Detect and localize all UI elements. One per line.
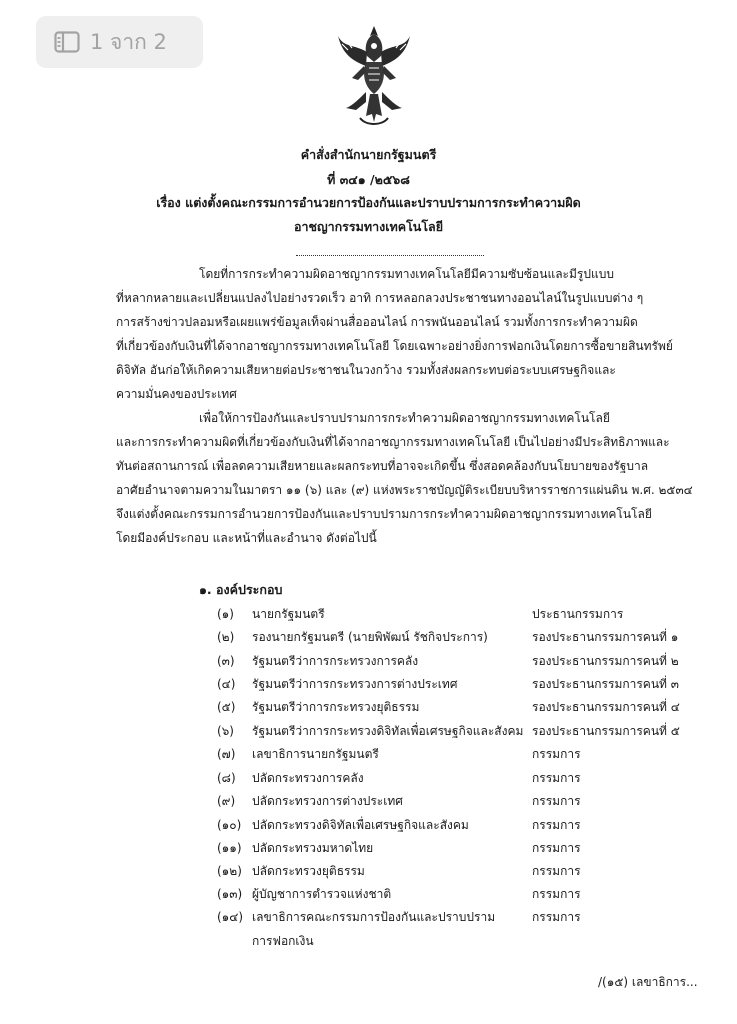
body-line: ที่เกี่ยวข้องกับเงินที่ได้จากอาชญากรรมทางเทคโนโลยี โดยเฉพาะอย่างยิ่งการฟอกเงินโดยการซื้อขายสินทรัพย์ [116, 339, 673, 353]
continuation-note: /(๑๕) เลขาธิการ... [598, 975, 698, 989]
member-name: เลขาธิการนายกรัฐมนตรี [252, 747, 379, 761]
member-name-continuation: การฟอกเงิน [252, 934, 314, 948]
member-role: รองประธานกรรมการคนที่ ๕ [532, 724, 680, 738]
member-role: รองประธานกรรมการคนที่ ๑ [532, 630, 679, 644]
member-name: ปลัดกระทรวงการต่างประเทศ [252, 794, 403, 808]
body-line: จึงแต่งตั้งคณะกรรมการอำนวยการป้องกันและปราบปรามการกระทำความผิดอาชญากรรมทางเทคโนโลยี [116, 507, 652, 521]
member-role: รองประธานกรรมการคนที่ ๒ [532, 654, 679, 668]
member-role: รองประธานกรรมการคนที่ ๔ [532, 700, 680, 714]
body-line: ความมั่นคงของประเทศ [116, 387, 237, 401]
member-role: กรรมการ [532, 910, 581, 924]
member-role: รองประธานกรรมการคนที่ ๓ [532, 677, 679, 691]
body-line: ที่หลากหลายและเปลี่ยนแปลงไปอย่างรวดเร็ว อาทิ การหลอกลวงประชาชนทางออนไลน์ในรูปแบบต่าง ๆ [116, 291, 644, 305]
member-number: (๓) [217, 654, 235, 668]
body-line: ดิจิทัล อันก่อให้เกิดความเสียหายต่อประชาชนในวงกว้าง รวมทั้งส่งผลกระทบต่อระบบเศรษฐกิจและ [116, 363, 616, 377]
subject-line-1: เรื่อง แต่งตั้งคณะกรรมการอำนวยการป้องกันและปราบปรามการกระทำความผิด [156, 195, 581, 210]
order-number: ที่ ๓๔๑ /๒๕๖๘ [327, 172, 410, 187]
member-role: กรรมการ [532, 794, 581, 808]
body-line: การสร้างข่าวปลอมหรือเผยแพร่ข้อมูลเท็จผ่านสื่อออนไลน์ การพนันออนไลน์ รวมทั้งการกระทำความผิด [116, 315, 638, 329]
garuda-emblem-icon [336, 22, 412, 128]
page-indicator-text: 1 จาก 2 [90, 29, 167, 54]
body-line: อาศัยอำนาจตามความในมาตรา ๑๑ (๖) และ (๙) แห่งพระราชบัญญัติระเบียบบริหารราชการแผ่นดิน พ.ศ. ๒๕๓๔ [116, 483, 693, 497]
member-number: (๒) [217, 630, 235, 644]
member-role: กรรมการ [532, 841, 581, 855]
page-indicator[interactable] [36, 16, 203, 68]
member-name: ผู้บัญชาการตำรวจแห่งชาติ [252, 887, 392, 901]
body-line: เพื่อให้การป้องกันและปราบปรามการกระทำความผิดอาชญากรรมทางเทคโนโลยี [199, 411, 610, 425]
member-number: (๖) [217, 724, 234, 738]
member-number: (๗) [217, 747, 236, 761]
body-line: และการกระทำความผิดที่เกี่ยวข้องกับเงินที่ได้จากอาชญากรรมทางเทคโนโลยี เป็นไปอย่างมีประสิทธิภาพและ [116, 435, 670, 449]
member-name: รองนายกรัฐมนตรี (นายพิพัฒน์ รัชกิจประการ) [252, 630, 488, 644]
member-role: กรรมการ [532, 887, 581, 901]
section-title: ๑. องค์ประกอบ [199, 582, 283, 597]
member-number: (๑๔) [217, 910, 244, 924]
member-name: รัฐมนตรีว่าการกระทรวงยุติธรรม [252, 700, 420, 714]
document-heading: คำสั่งสำนักนายกรัฐมนตรี [300, 147, 437, 162]
sidebar-panel-icon [54, 31, 80, 53]
member-name: ปลัดกระทรวงยุติธรรม [252, 864, 365, 878]
member-role: กรรมการ [532, 747, 581, 761]
member-name: เลขาธิการคณะกรรมการป้องกันและปราบปราม [252, 910, 496, 924]
member-number: (๑) [217, 607, 234, 621]
separator [296, 255, 484, 256]
member-name: รัฐมนตรีว่าการกระทรวงการต่างประเทศ [252, 677, 458, 691]
member-number: (๙) [217, 794, 236, 808]
member-role: กรรมการ [532, 818, 581, 832]
member-name: รัฐมนตรีว่าการกระทรวงการคลัง [252, 654, 419, 668]
member-number: (๑๓) [217, 887, 243, 901]
member-number: (๔) [217, 677, 236, 691]
subject-line-2: อาชญากรรมทางเทคโนโลยี [293, 219, 444, 234]
member-number: (๘) [217, 771, 236, 785]
member-role: ประธานกรรมการ [532, 607, 624, 621]
member-name: ปลัดกระทรวงมหาดไทย [252, 841, 374, 855]
member-name: นายกรัฐมนตรี [252, 607, 325, 621]
body-line: โดยที่การกระทำความผิดอาชญากรรมทางเทคโนโลยีมีความซับซ้อนและมีรูปแบบ [199, 267, 614, 281]
member-number: (๕) [217, 700, 236, 714]
member-name: รัฐมนตรีว่าการกระทรวงดิจิทัลเพื่อเศรษฐกิจและสังคม [252, 724, 524, 738]
member-number: (๑๐) [217, 818, 242, 832]
member-number: (๑๒) [217, 864, 242, 878]
member-role: กรรมการ [532, 771, 581, 785]
member-name: ปลัดกระทรวงการคลัง [252, 771, 364, 785]
member-role: กรรมการ [532, 864, 581, 878]
body-line: โดยมีองค์ประกอบ และหน้าที่และอำนาจ ดังต่อไปนี้ [116, 531, 377, 545]
member-number: (๑๑) [217, 841, 242, 855]
member-name: ปลัดกระทรวงดิจิทัลเพื่อเศรษฐกิจและสังคม [252, 818, 469, 832]
body-line: ทันต่อสถานการณ์ เพื่อลดความเสียหายและผลกระทบที่อาจจะเกิดขึ้น ซึ่งสอดคล้องกับนโยบายของรัฐบาล [116, 459, 649, 473]
